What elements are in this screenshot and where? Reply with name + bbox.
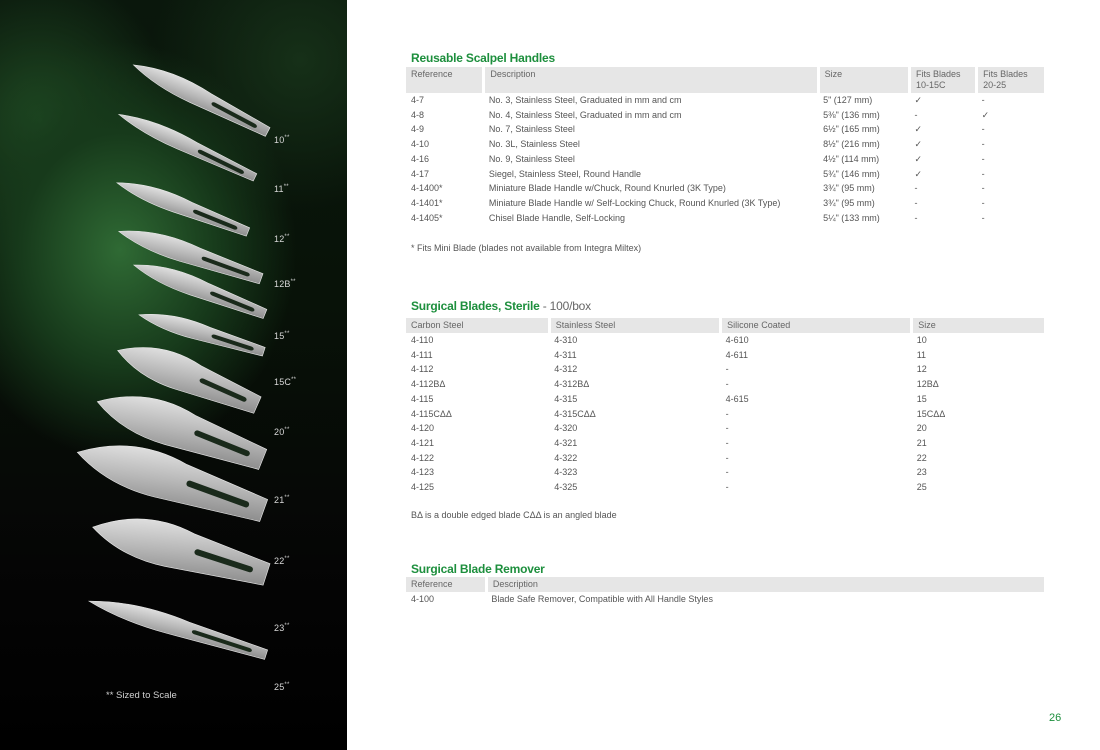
- table-row: [406, 407, 1044, 422]
- column-header: Carbon Steel: [406, 318, 549, 333]
- table-row: [406, 93, 1044, 108]
- column-header: Size: [818, 67, 909, 93]
- table-cell: 23: [916, 467, 927, 478]
- column-header: Description: [484, 67, 818, 93]
- table-cell: -: [725, 379, 729, 390]
- scalpel-blade: [87, 590, 269, 665]
- table-cell: Siegel, Stainless Steel, Round Handle: [488, 168, 641, 179]
- table-cell: 4-10: [411, 139, 430, 150]
- blades-title: [411, 299, 591, 313]
- blade-size-label: [274, 377, 296, 387]
- handles-footnote: * Fits Mini Blade (blades not available from Integra Miltex): [411, 243, 642, 253]
- table-row: [406, 333, 1044, 348]
- table-cell: 4-17: [411, 168, 430, 179]
- table-cell: 15: [916, 393, 927, 404]
- table-cell: 11: [916, 349, 927, 360]
- blade-size-text: 10: [274, 135, 285, 145]
- table-cell: 6½" (165 mm): [823, 124, 880, 135]
- table-cell: 4-16: [411, 153, 430, 164]
- table-row: [406, 348, 1044, 363]
- table-cell: 21: [916, 437, 927, 448]
- table-cell: 4-7: [411, 95, 425, 105]
- table-cell: 5⅜" (136 mm): [823, 109, 880, 120]
- table-cell: 5" (127 mm): [823, 95, 873, 105]
- table-cell: 4-1405*: [411, 212, 443, 223]
- blade-size-label: [274, 623, 290, 633]
- table-cell: 4-9: [411, 124, 425, 135]
- scale-mark: **: [284, 331, 290, 337]
- table-row: [406, 181, 1044, 196]
- blades-table: [406, 318, 1044, 495]
- table-cell: 4½" (114 mm): [823, 153, 880, 164]
- blade-size-label: [274, 279, 296, 289]
- table-row: [406, 137, 1044, 152]
- table-cell: 4-115: [411, 393, 434, 404]
- blade-size-text: 12B: [274, 279, 291, 289]
- table-cell: No. 4, Stainless Steel, Graduated in mm and cm: [488, 109, 682, 120]
- table-cell: ✓: [914, 95, 923, 105]
- blade-size-label: [274, 682, 290, 692]
- table-cell: ✓: [914, 139, 923, 150]
- table-row: [406, 480, 1044, 495]
- table-cell: -: [981, 95, 985, 105]
- table-row: [406, 211, 1044, 226]
- table-cell: 4-120: [411, 423, 435, 434]
- table-cell: 4-610: [725, 335, 749, 345]
- table-cell: 4-325: [554, 482, 578, 493]
- table-row: [406, 122, 1044, 137]
- scale-mark: **: [291, 377, 297, 383]
- table-row: [406, 377, 1044, 392]
- table-cell: 4-320: [554, 423, 578, 434]
- table-cell: 4-611: [725, 349, 749, 360]
- scale-mark: **: [284, 682, 290, 688]
- table-cell: 22: [916, 452, 927, 463]
- scale-mark: **: [290, 279, 296, 285]
- blade-size-label: [274, 184, 289, 194]
- table-cell: -: [725, 437, 729, 448]
- table-row: [406, 451, 1044, 466]
- table-cell: -: [725, 423, 729, 434]
- table-cell: 4-8: [411, 109, 425, 120]
- blade-size-text: 15: [274, 331, 285, 341]
- table-row: [406, 167, 1044, 182]
- column-header: Size: [912, 318, 1044, 333]
- table-cell: -: [725, 408, 729, 419]
- table-cell: 4-312: [554, 364, 578, 375]
- table-cell: 4-1401*: [411, 197, 443, 208]
- blade-size-text: 21: [274, 495, 285, 505]
- scale-mark: **: [284, 427, 290, 433]
- column-header: Reference: [406, 577, 486, 592]
- blade-size-text: 20: [274, 427, 285, 437]
- table-cell: Miniature Blade Handle w/Chuck, Round Knurled (3K Type): [488, 183, 726, 194]
- table-cell: -: [914, 183, 918, 194]
- table-row: [406, 108, 1044, 123]
- blade-size-label: [274, 556, 290, 566]
- table-row: [406, 152, 1044, 167]
- table-cell: No. 3L, Stainless Steel: [488, 139, 580, 150]
- table-cell: 4-110: [411, 335, 434, 345]
- column-header: Reference: [406, 67, 484, 93]
- blade-size-label: [274, 495, 290, 505]
- table-cell: -: [981, 124, 985, 135]
- scale-mark: **: [284, 556, 290, 562]
- scale-mark: **: [283, 184, 289, 190]
- blade-size-text: 23: [274, 623, 285, 633]
- blade-size-text: 15C: [274, 377, 292, 387]
- table-cell: 12: [916, 364, 927, 375]
- table-cell: 4-122: [411, 452, 435, 463]
- table-cell: Blade Safe Remover, Compatible with All Handle Styles: [491, 594, 713, 604]
- table-cell: -: [725, 482, 729, 493]
- blade-size-label: [274, 331, 290, 341]
- table-cell: 4-311: [554, 349, 577, 360]
- blade-image-panel: [0, 0, 347, 750]
- blades-title-main: Surgical Blades, Sterile: [411, 299, 540, 313]
- scale-mark: **: [284, 495, 290, 501]
- page-number: 26: [1049, 712, 1062, 724]
- blade-size-label: [274, 135, 290, 145]
- table-cell: -: [981, 183, 985, 194]
- table-cell: 4-115CΔΔ: [411, 408, 452, 419]
- table-cell: 3¾" (95 mm): [823, 197, 875, 208]
- table-cell: 8½" (216 mm): [823, 139, 880, 150]
- table-cell: -: [725, 364, 729, 375]
- table-cell: -: [725, 452, 729, 463]
- column-header: Silicone Coated: [721, 318, 912, 333]
- table-cell: 5¼" (133 mm): [823, 212, 880, 223]
- table-cell: 4-323: [554, 467, 578, 478]
- remover-title: Surgical Blade Remover: [411, 562, 545, 576]
- sized-to-scale-note: ** Sized to Scale: [106, 690, 177, 701]
- blades-illustration: [0, 0, 347, 750]
- remover-table: [406, 577, 1044, 607]
- table-cell: 4-112BΔ: [411, 379, 446, 390]
- table-cell: -: [981, 153, 985, 164]
- table-cell: -: [914, 197, 918, 208]
- column-header: Description: [486, 577, 1044, 592]
- table-cell: -: [914, 109, 918, 120]
- blade-size-text: 25: [274, 682, 285, 692]
- table-cell: ✓: [914, 168, 923, 179]
- column-header: Fits Blades 20-25: [977, 67, 1044, 93]
- table-cell: 15CΔΔ: [916, 408, 946, 419]
- table-cell: 4-125: [411, 482, 435, 493]
- table-cell: -: [981, 197, 985, 208]
- table-row: [406, 436, 1044, 451]
- table-row: [406, 465, 1044, 480]
- scale-mark: **: [284, 135, 290, 141]
- table-cell: 4-615: [725, 393, 749, 404]
- table-cell: ✓: [914, 153, 923, 164]
- table-cell: 4-100: [411, 594, 435, 604]
- table-cell: No. 7, Stainless Steel: [488, 124, 575, 135]
- table-cell: Chisel Blade Handle, Self-Locking: [488, 212, 625, 223]
- table-cell: -: [725, 467, 729, 478]
- table-cell: 4-121: [411, 437, 435, 448]
- table-row: [406, 196, 1044, 211]
- table-cell: -: [981, 212, 985, 223]
- table-row: [406, 421, 1044, 436]
- scale-mark: **: [284, 234, 290, 240]
- blades-footnote: BΔ is a double edged blade CΔΔ is an angled blade: [411, 510, 617, 520]
- table-row: [406, 592, 1044, 607]
- table-cell: 4-322: [554, 452, 578, 463]
- table-cell: 25: [916, 482, 927, 493]
- blade-size-text: 22: [274, 556, 285, 566]
- table-cell: -: [914, 212, 918, 223]
- table-cell: Miniature Blade Handle w/ Self-Locking Chuck, Round Knurled (3K Type): [488, 197, 781, 208]
- table-cell: 4-1400*: [411, 183, 443, 194]
- blade-size-text: 11: [274, 184, 284, 194]
- table-cell: 20: [916, 423, 927, 434]
- column-header: Stainless Steel: [549, 318, 720, 333]
- table-cell: 10: [916, 335, 927, 345]
- table-cell: 4-312BΔ: [554, 379, 590, 390]
- table-cell: 4-112: [411, 364, 434, 375]
- table-cell: 4-321: [554, 437, 578, 448]
- table-cell: No. 9, Stainless Steel: [488, 153, 575, 164]
- table-cell: 4-315CΔΔ: [554, 408, 596, 419]
- table-cell: 4-310: [554, 335, 578, 345]
- handles-title: Reusable Scalpel Handles: [411, 51, 555, 65]
- blades-title-suffix: - 100/box: [539, 299, 591, 313]
- table-cell: -: [981, 168, 985, 179]
- handles-table: [406, 67, 1044, 225]
- column-header: Fits Blades 10-15C: [909, 67, 976, 93]
- table-cell: 4-315: [554, 393, 578, 404]
- table-row: [406, 392, 1044, 407]
- blade-size-label: [274, 427, 290, 437]
- table-cell: 4-123: [411, 467, 435, 478]
- table-cell: 12BΔ: [916, 379, 939, 390]
- blade-size-text: 12: [274, 234, 285, 244]
- table-cell: 4-111: [411, 349, 433, 360]
- table-cell: No. 3, Stainless Steel, Graduated in mm and cm: [488, 95, 682, 105]
- blade-size-label: [274, 234, 290, 244]
- table-cell: ✓: [981, 109, 990, 120]
- table-cell: -: [981, 139, 985, 150]
- table-row: [406, 362, 1044, 377]
- table-cell: 5¾" (146 mm): [823, 168, 880, 179]
- table-cell: 3¾" (95 mm): [823, 183, 875, 194]
- scale-mark: **: [284, 623, 290, 629]
- table-cell: ✓: [914, 124, 923, 135]
